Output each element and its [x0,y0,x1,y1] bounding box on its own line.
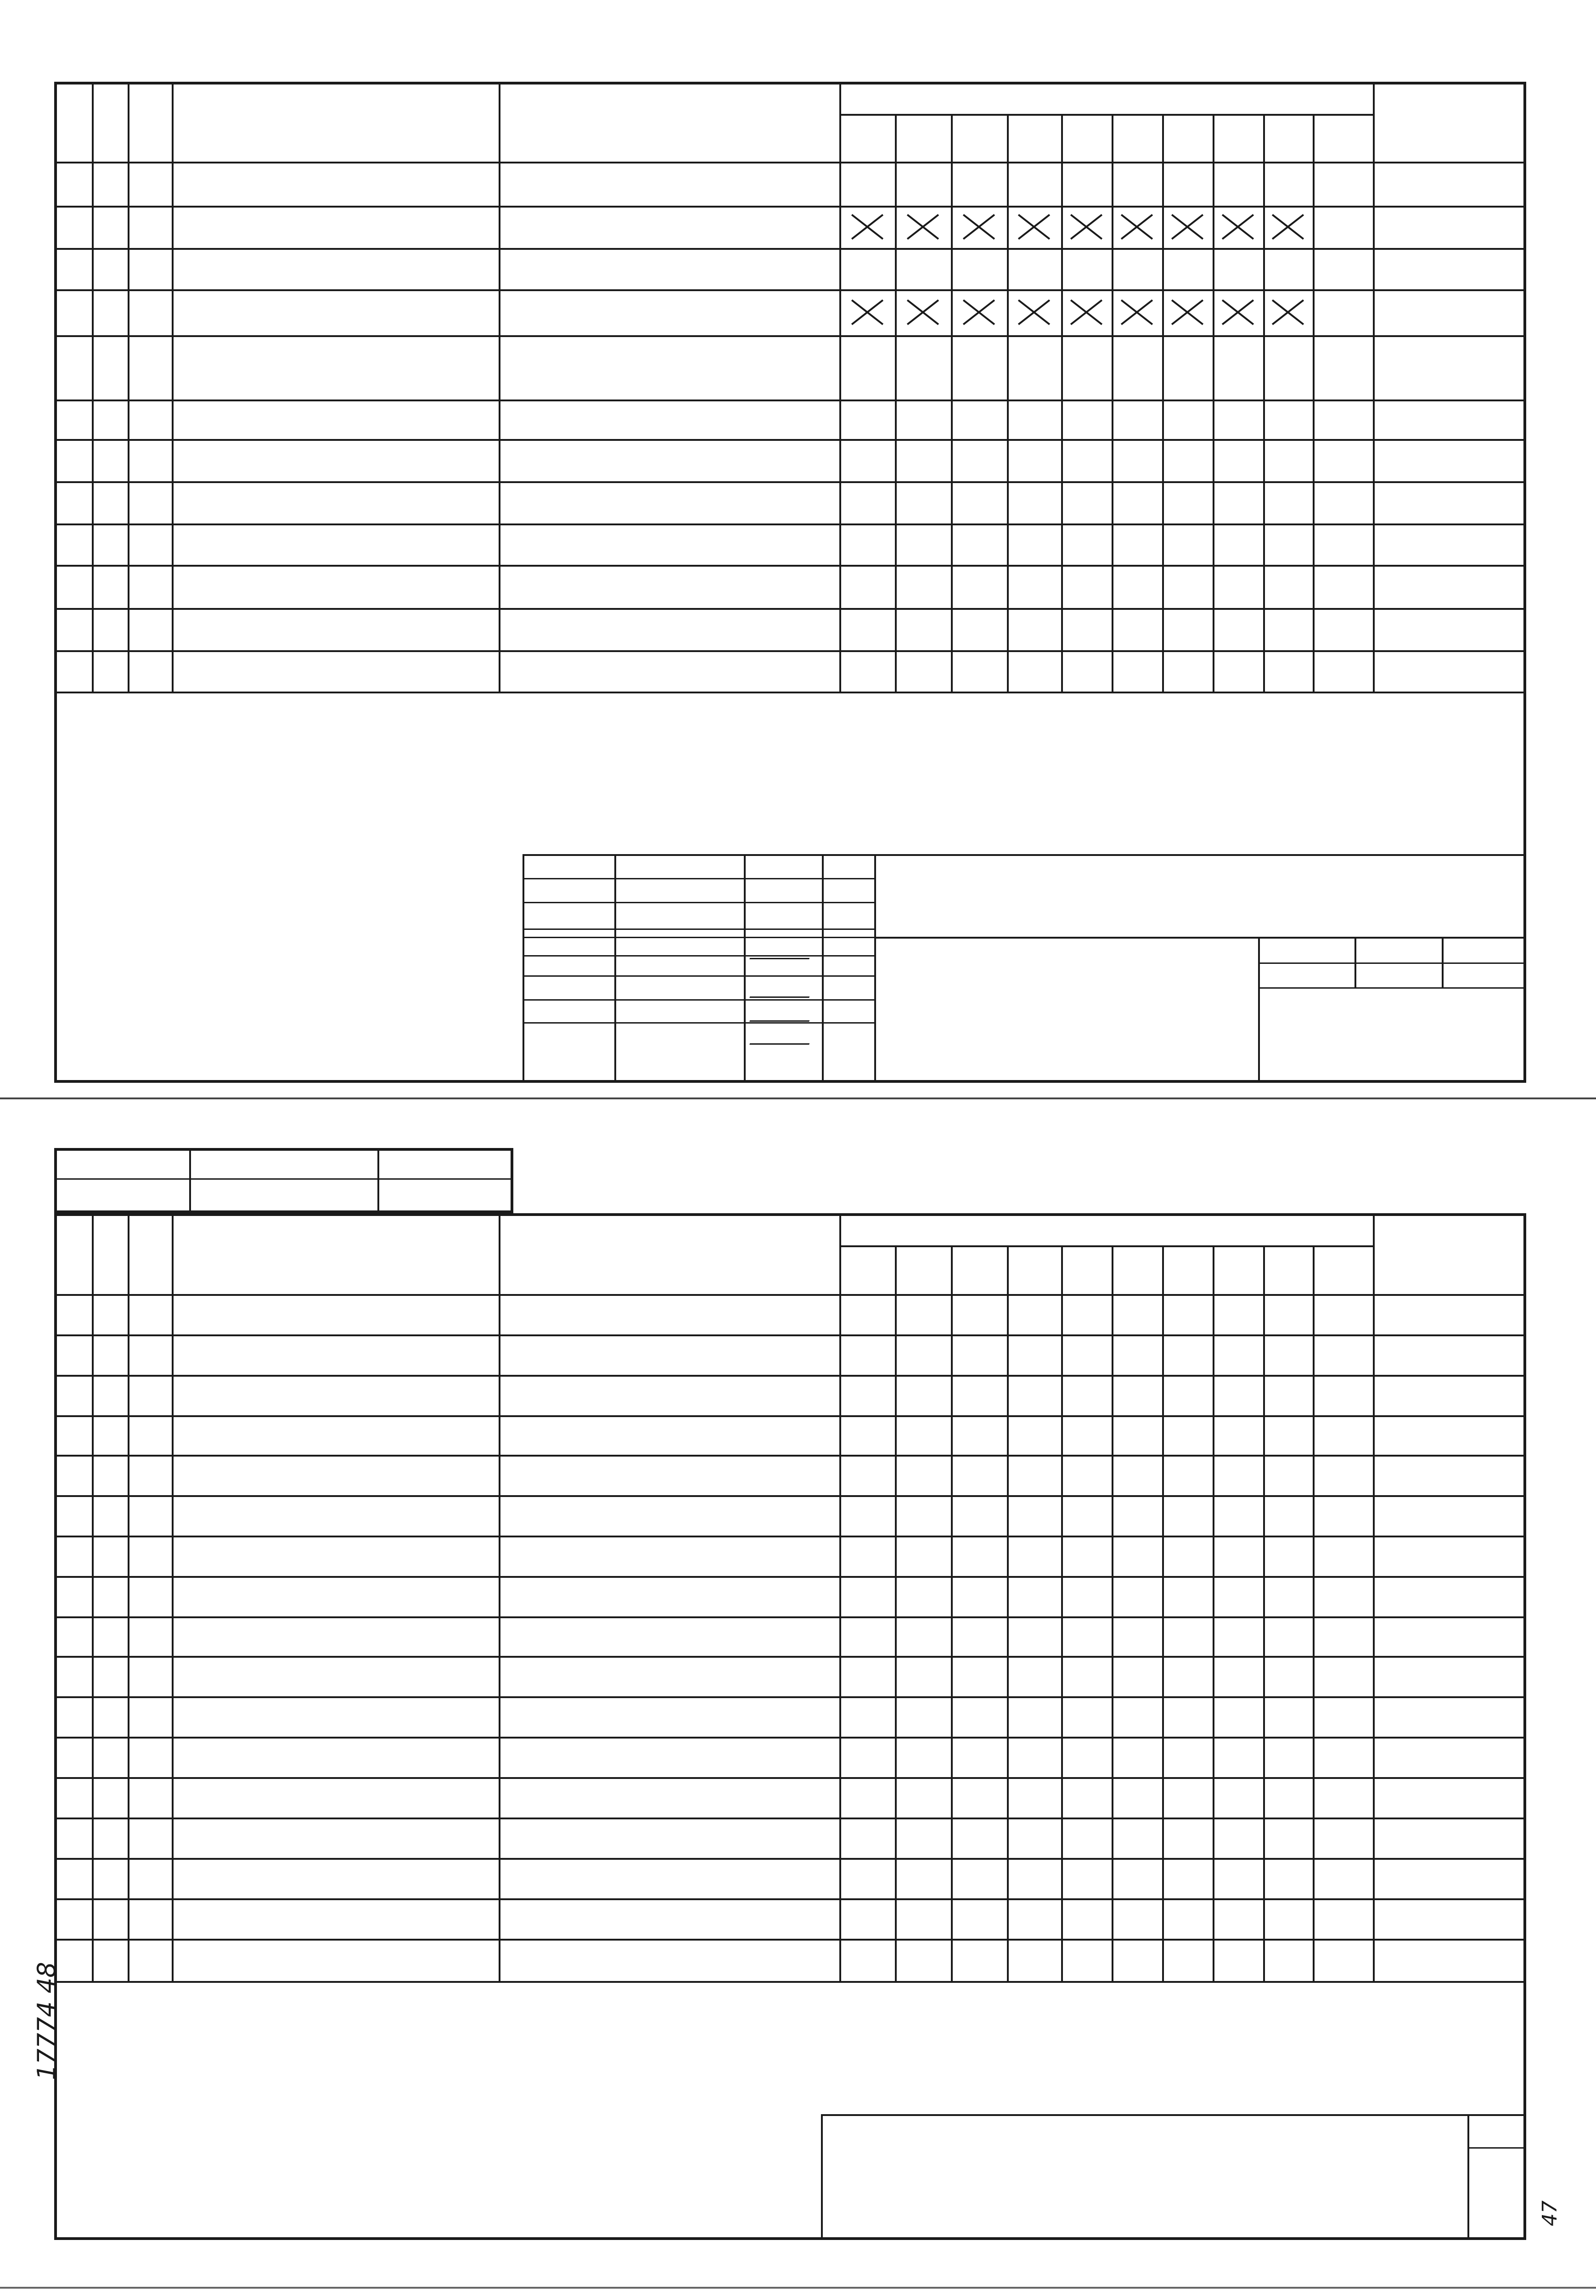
sheets-label [1442,937,1526,962]
quantity-cross-mark [851,299,883,325]
row-position [128,1777,172,1818]
grid-line-v [744,854,746,1083]
row-quantity [1112,1375,1162,1415]
row-quantity [1162,1696,1213,1737]
row-name [508,1294,835,1334]
header-variant [1162,1245,1213,1294]
quantity-cross-mark [963,214,995,240]
row-format [54,1777,92,1818]
row-format [54,1294,92,1334]
signatory-name [616,975,743,999]
row-quantity [1263,1737,1313,1777]
footer-document-number [821,2114,1467,2240]
header-variant [1061,1245,1112,1294]
header-variant [951,114,1007,162]
header-name [499,82,839,162]
row-quantity [1112,565,1162,608]
row-quantity [1162,608,1213,650]
row-quantity [1007,1656,1061,1696]
row-quantity [1213,1696,1263,1737]
row-quantity [1112,1939,1162,1981]
row-quantity [1162,1737,1213,1777]
signatory-role [524,1022,614,1048]
signature-scribble [749,940,816,959]
row-designation [172,523,471,565]
header-variant [1162,114,1213,162]
signatory-name [616,1022,743,1048]
row-position [128,1737,172,1777]
row-designation [172,1415,471,1455]
row-designation [172,608,471,650]
grid-line-h [54,335,1526,337]
row-name [508,289,835,335]
stage-value [1258,962,1354,987]
grid-line-v [1313,1245,1315,1981]
row-quantity [895,1939,951,1981]
row-quantity [839,1777,895,1818]
grid-line-v [1061,1245,1063,1981]
row-quantity [1007,1939,1061,1981]
row-name [508,1455,835,1495]
grid-line-v [1373,1213,1375,1981]
row-quantity [1112,1777,1162,1818]
row-position [128,1294,172,1334]
row-quantity [1162,1455,1213,1495]
row-quantity [951,1737,1007,1777]
stage-label [1258,937,1354,962]
grid-line-v [1263,114,1265,692]
section-heading [522,1576,849,1616]
row-position [128,1858,172,1898]
row-position [128,1616,172,1656]
row-designation [190,1294,499,1334]
header-variant [895,1245,951,1294]
row-quantity [1213,1737,1263,1777]
grid-line-v [1162,114,1164,692]
section-heading [522,1898,849,1939]
row-position [128,439,172,481]
signatory-name [616,999,743,1022]
row-designation [190,1737,499,1777]
grid-line-v [499,1213,500,1981]
row-designation [172,1334,471,1375]
row-quantity [839,1294,895,1334]
row-designation [190,289,499,335]
row-quantity [951,1777,1007,1818]
row-name [508,1939,835,1981]
quantity-cross-mark [1222,299,1254,325]
header-designation [172,82,499,162]
header-variant [1061,114,1112,162]
row-quantity [1263,1696,1313,1737]
quantity-cross-mark [851,214,883,240]
grid-line-h [54,248,1526,250]
signatory-role [524,999,614,1022]
quantity-cross-mark [1222,214,1254,240]
footer-sheet-value [1467,2147,1526,2240]
row-designation [172,1696,471,1737]
row-name [508,650,835,692]
row-format [54,1616,92,1656]
row-quantity [839,1939,895,1981]
row-format [54,289,92,335]
grid-line-v [172,1213,174,1981]
grid-line-v [92,1213,94,1981]
row-format [54,439,92,481]
row-name [508,1696,835,1737]
row-quantity [1263,1939,1313,1981]
grid-line-h [523,878,874,879]
header-name [499,1213,839,1294]
grid-line-v [1061,114,1063,692]
grid-line-v [951,114,953,692]
stamp-replacement-number [379,1148,513,1178]
row-name [508,439,835,481]
header-zone [101,1217,119,1290]
row-note [1377,289,1524,335]
grid-line-h [54,1981,1526,1983]
header-variant [1007,114,1061,162]
row-quantity [1061,1656,1112,1696]
row-quantity [1112,1737,1162,1777]
quantity-cross-mark [1171,214,1203,240]
row-name [508,608,835,650]
signature-scribble [749,1002,816,1022]
row-quantity [1007,1375,1061,1415]
grid-line-v [1007,1245,1009,1981]
row-quantity [839,1737,895,1777]
row-quantity [1112,1656,1162,1696]
header-zone [101,85,119,158]
grid-line-v [92,82,94,692]
row-quantity [1061,1777,1112,1818]
header-variant [1112,1245,1162,1294]
sheet-separator-line [0,1097,1596,1099]
signature-date [823,1022,873,1048]
row-format [54,1737,92,1777]
stamp-signature-date [191,1148,377,1178]
row-quantity [1061,1737,1112,1777]
header-pos [141,85,160,158]
row-quantity [895,1737,951,1777]
grid-line-h [523,902,874,903]
row-name [508,1334,835,1375]
row-designation [172,650,471,692]
grid-line-v [1373,82,1375,692]
signature-date [823,975,873,999]
row-quantity [1162,1939,1213,1981]
row-designation [190,1777,499,1818]
row-quantity [1263,650,1313,692]
header-variant [1112,114,1162,162]
row-designation [172,481,471,523]
signature-scribble [749,1025,816,1045]
stamp-inventory-number [56,1148,189,1178]
quantity-cross-mark [907,214,939,240]
row-format [54,206,92,248]
row-quantity [1213,1939,1263,1981]
row-name [508,1737,835,1777]
row-quantity [1007,1777,1061,1818]
title-line [882,1008,1258,1037]
header-variant [839,114,895,162]
header-format [63,85,82,158]
row-quantity [951,1294,1007,1334]
page-bottom-line [0,2287,1596,2289]
grid-line-v [895,114,897,692]
signature-date [823,937,873,975]
row-quantity [895,1334,951,1375]
row-quantity [1061,1939,1112,1981]
quantity-cross-mark [1171,299,1203,325]
quantity-cross-mark [1070,299,1102,325]
row-quantity [839,439,895,481]
row-quantity [1007,523,1061,565]
row-name [508,1777,835,1818]
side-archive-number: 17774 48 [32,1962,61,2080]
footer-sheet-label [1467,2114,1526,2147]
quantity-cross-mark [907,299,939,325]
row-designation [172,1495,471,1536]
header-variant [1263,114,1313,162]
row-note [1377,1939,1524,1981]
corner-mark: 47 [1538,2200,1562,2226]
header-quantity-title [839,82,1373,114]
header-format [63,1217,82,1290]
section-heading [522,400,849,439]
row-name [508,1858,835,1898]
signatory-role [524,975,614,999]
header-variant [1263,1245,1313,1294]
title-block-document-number [874,854,1526,937]
row-name [508,1415,835,1455]
header-note [1373,1213,1526,1294]
row-name [508,481,835,523]
quantity-cross-mark [1070,214,1102,240]
row-name [508,1375,835,1415]
quantity-cross-mark [1272,214,1304,240]
grid-line-v [1112,1245,1113,1981]
quantity-cross-mark [1272,299,1304,325]
row-quantity [1007,1737,1061,1777]
grid-line-h [54,692,1526,693]
header-note [1373,82,1526,162]
row-name [508,1656,835,1696]
row-quantity [1162,1777,1213,1818]
grid-line-h [54,1178,513,1180]
header-quantity-title [839,1213,1373,1245]
row-quantity [951,1616,1007,1656]
row-quantity [1061,523,1112,565]
sheets-value [1442,962,1526,987]
signatory-name [616,937,743,975]
row-name [508,523,835,565]
title-line [882,1037,1258,1065]
grid-line-h [523,929,874,930]
header-variant [1213,1245,1263,1294]
signatory-role [524,937,614,975]
row-quantity [1061,1415,1112,1455]
title-line [882,951,1258,980]
row-designation [172,1375,471,1415]
quantity-cross-mark [1121,214,1153,240]
title-line [882,980,1258,1008]
row-quantity [1213,608,1263,650]
quantity-cross-mark [1018,299,1050,325]
grid-line-v [1313,114,1315,692]
quantity-cross-mark [1121,299,1153,325]
row-designation [190,206,499,248]
header-variant [839,1245,895,1294]
row-designation [172,565,471,608]
signature-scribble [749,978,816,998]
grid-line-v [1213,114,1214,692]
row-quantity [1213,1777,1263,1818]
header-variant [1007,1245,1061,1294]
row-quantity [895,439,951,481]
sheet-value [1354,962,1442,987]
section-heading [522,162,849,206]
row-name [508,1616,835,1656]
grid-line-v [499,82,500,692]
header-pos [141,1217,160,1290]
row-designation [172,1455,471,1495]
row-quantity [951,1939,1007,1981]
row-quantity [895,1777,951,1818]
grid-line-h [54,1536,1526,1537]
grid-line-v [1213,1245,1214,1981]
section-heading [522,1818,849,1858]
row-designation [172,1656,471,1696]
row-name [508,1495,835,1536]
grid-line-v [951,1245,953,1981]
quantity-cross-mark [963,299,995,325]
row-quantity [839,1616,895,1656]
quantity-cross-mark [1018,214,1050,240]
header-designation [172,1213,499,1294]
signature-date [823,999,873,1022]
grid-line-v [1007,114,1009,692]
header-variant [895,114,951,162]
header-variant [1213,114,1263,162]
row-quantity [1263,1777,1313,1818]
row-name [508,206,835,248]
organization-name [1258,987,1526,1083]
sheet-label [1354,937,1442,962]
row-quantity [1263,1455,1313,1495]
row-designation [190,439,499,481]
grid-line-v [1162,1245,1164,1981]
header-variant [951,1245,1007,1294]
grid-line-v [1263,1245,1265,1981]
row-quantity [1213,1495,1263,1536]
row-quantity [951,481,1007,523]
row-designation [190,1616,499,1656]
row-quantity [895,1616,951,1656]
grid-line-v [128,82,129,692]
row-name [508,565,835,608]
